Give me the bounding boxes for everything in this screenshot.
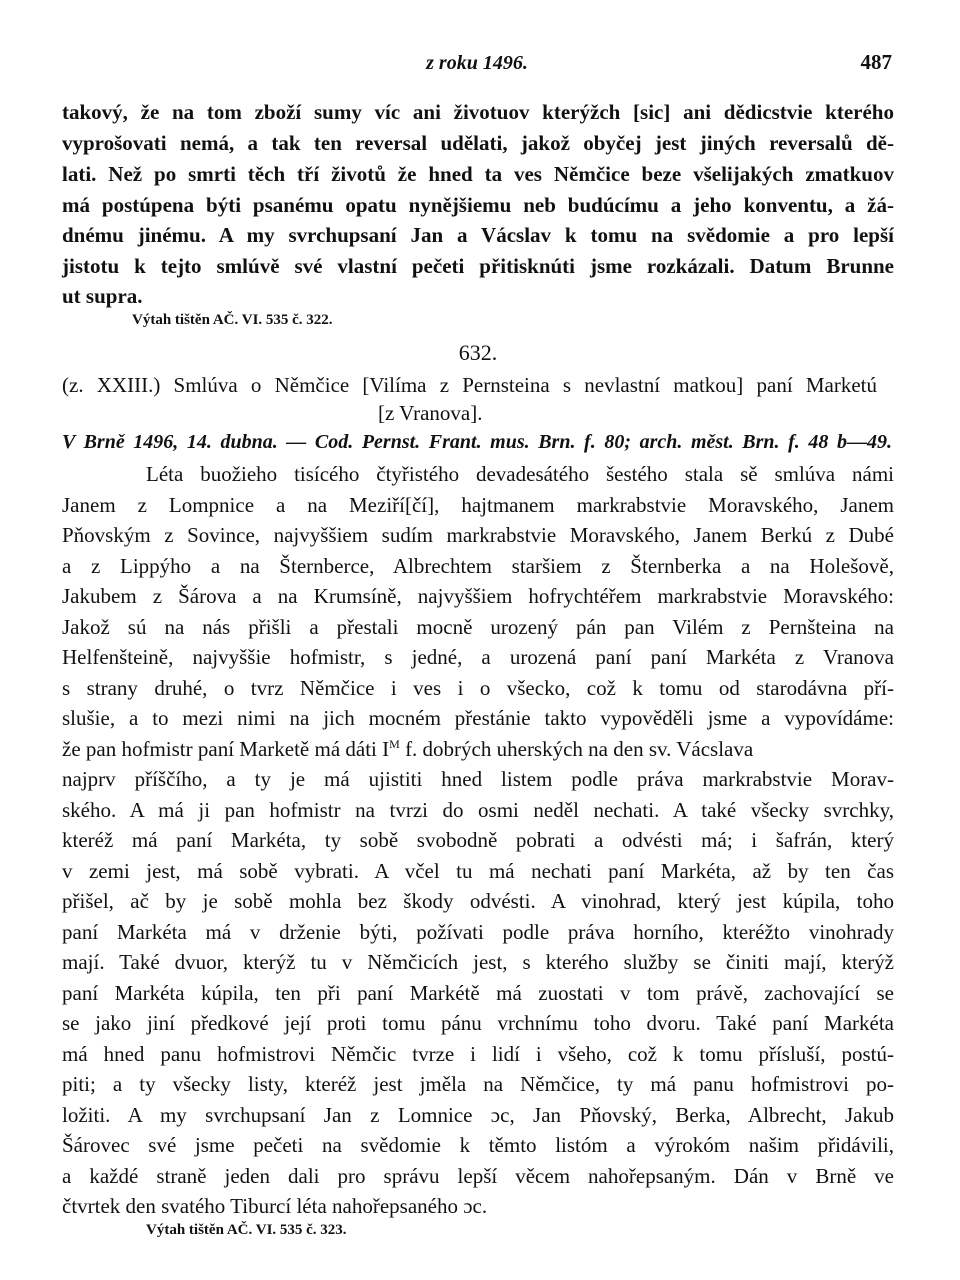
text-line: Pňovským z Sovince, najvyššiem sudím markrabstvie Moravského, Janem Berkú z Dubé [62,523,894,547]
text-line: se jako jiní předkové její proti tomu pánu vrchnímu toho dvoru. Také paní Markéta [62,1011,894,1035]
text-line: piti; a ty všecky listy, kteréž jest jměla na Němčice, ty má panu hofmistrovi po- [62,1072,894,1096]
text-line: dnému jinému. A my svrchupsaní Jan a Vácslav k tomu na svědomie a pro lepší [62,223,894,247]
text-line: čtvrtek den svatého Tiburcí léta nahořepsaného ɔc. [62,1194,488,1218]
text-line: a každé straně jeden dali pro správu lepší věcem nahořepsaným. Dán v Brně ve [62,1164,894,1188]
text-line: Jakož sú na nás přišli a přestali mocně urozený pán pan Vilém z Pernšteina na [62,615,894,639]
text-line: ut supra. [62,284,143,308]
text-line [62,737,894,769]
text-line: s strany druhé, o tvrz Němčice i ves i o všecko, což k tomu od starodávna pří- [62,676,894,700]
text-line: Šárovec své jsme pečeti na svědomie k těmto listóm a výrokóm našim přidávili, [62,1133,894,1157]
text-segment: že pan hofmistr paní Marketě má dáti I [62,737,390,761]
text-line: paní Markéta kúpila, ten při paní Markétě má zuostati v tom právě, zachovající se [62,981,894,1005]
text-line: slušie, a to mezi nimi na jich mocném přestánie takto vypověděli jsme a vypovídáme: [62,706,894,730]
text-line: mají. Také dvuor, kterýž tu v Němčicích jest, s kterého služby se činiti mají, kterýž [62,950,894,974]
source-reference: V Brně 1496, 14. dubna. — Cod. Pernst. Frant. mus. Brn. f. 80; arch. měst. Brn. f. 48 b—49. [62,431,892,453]
text-line: jistotu k tejto smlúvě své vlastní pečeti přitisknúti jsme rozkázali. Datum Brunne [62,254,894,278]
text-line: Helfenšteině, najvyššie hofmistr, s jedné, a urozená paní paní Markéta z Vranova [62,645,894,669]
document-title: (z. XXIII.) Smlúva o Němčice [Vilíma z Pernsteina s nevlastní matkou] paní Marketú [62,373,877,397]
text-line: a z Lippýho a na Šternberce, Albrechtem staršiem z Šternberka a na Holešově, [62,554,894,578]
text-line: Janem z Lompnice a na Meziří[čí], hajtmanem markrabstvie Moravského, Janem [62,493,894,517]
text-line: kteréž má paní Markéta, ty sobě svobodně pobrati a odvésti má; i šafrán, který [62,828,894,852]
text-line: najprv příščího, a ty je má ujistiti hned listem podle práva markrabstvie Morav- [62,767,894,791]
text-line: paní Markéta má v drženie býti, požívati podle práva horního, kteréžto vinohrady [62,920,894,944]
text-line: v zemi jest, má sobě vybrati. A včel tu má nechati paní Markéta, až by ten čas [62,859,894,883]
text-line: přišel, ač by je sobě mohla bez škody odvésti. A vinohrad, který jest kúpila, toho [62,889,894,913]
text-line: Léta buožieho tisícého čtyřistého devadesátého šestého stala sě smlúva námi [146,462,894,486]
text-line: má hned panu hofmistrovi Němčic tvrze i lidí i všeho, což k tomu přísluší, postú- [62,1042,894,1066]
running-title: z roku 1496. [426,52,528,74]
superscript: M [389,737,400,751]
text-line: ského. A má ji pan hofmistr na tvrzi do osmi neděl nechati. A také všecky svrchky, [62,798,894,822]
text-line: má postúpena býti psanému opatu nynějšiemu neb budúcímu a jeho konventu, a žá- [62,193,894,217]
text-line: Jakubem z Šárova a na Krumsíně, najvyššiem hofrychtéřem markrabstvie Moravského: [62,584,894,608]
page-number: 487 [860,50,892,74]
source-note: Výtah tištěn AČ. VI. 535 č. 322. [132,312,333,328]
text-line: ložiti. A my svrchupsaní Jan z Lomnice ɔc, Jan Pňovský, Berka, Albrecht, Jakub [62,1103,894,1127]
text-segment: f. dobrých uherských na den sv. Vácslava [399,737,754,761]
document-title-continued: [z Vranova]. [378,401,483,425]
running-header [62,50,892,80]
text-line: lati. Než po smrti těch tří životů že hned ta ves Němčice beze všelijakých zmatkuov [62,162,894,186]
text-line: takový, že na tom zboží sumy víc ani životuov kterýžch [sic] ani dědicstvie kterého [62,100,894,124]
document-number: 632. [458,340,498,365]
source-note: Výtah tištěn AČ. VI. 535 č. 323. [146,1222,347,1238]
text-line: vyprošovati nemá, a tak ten reversal udělati, jakož obyčej jest jiných reversalů dě- [62,131,894,155]
